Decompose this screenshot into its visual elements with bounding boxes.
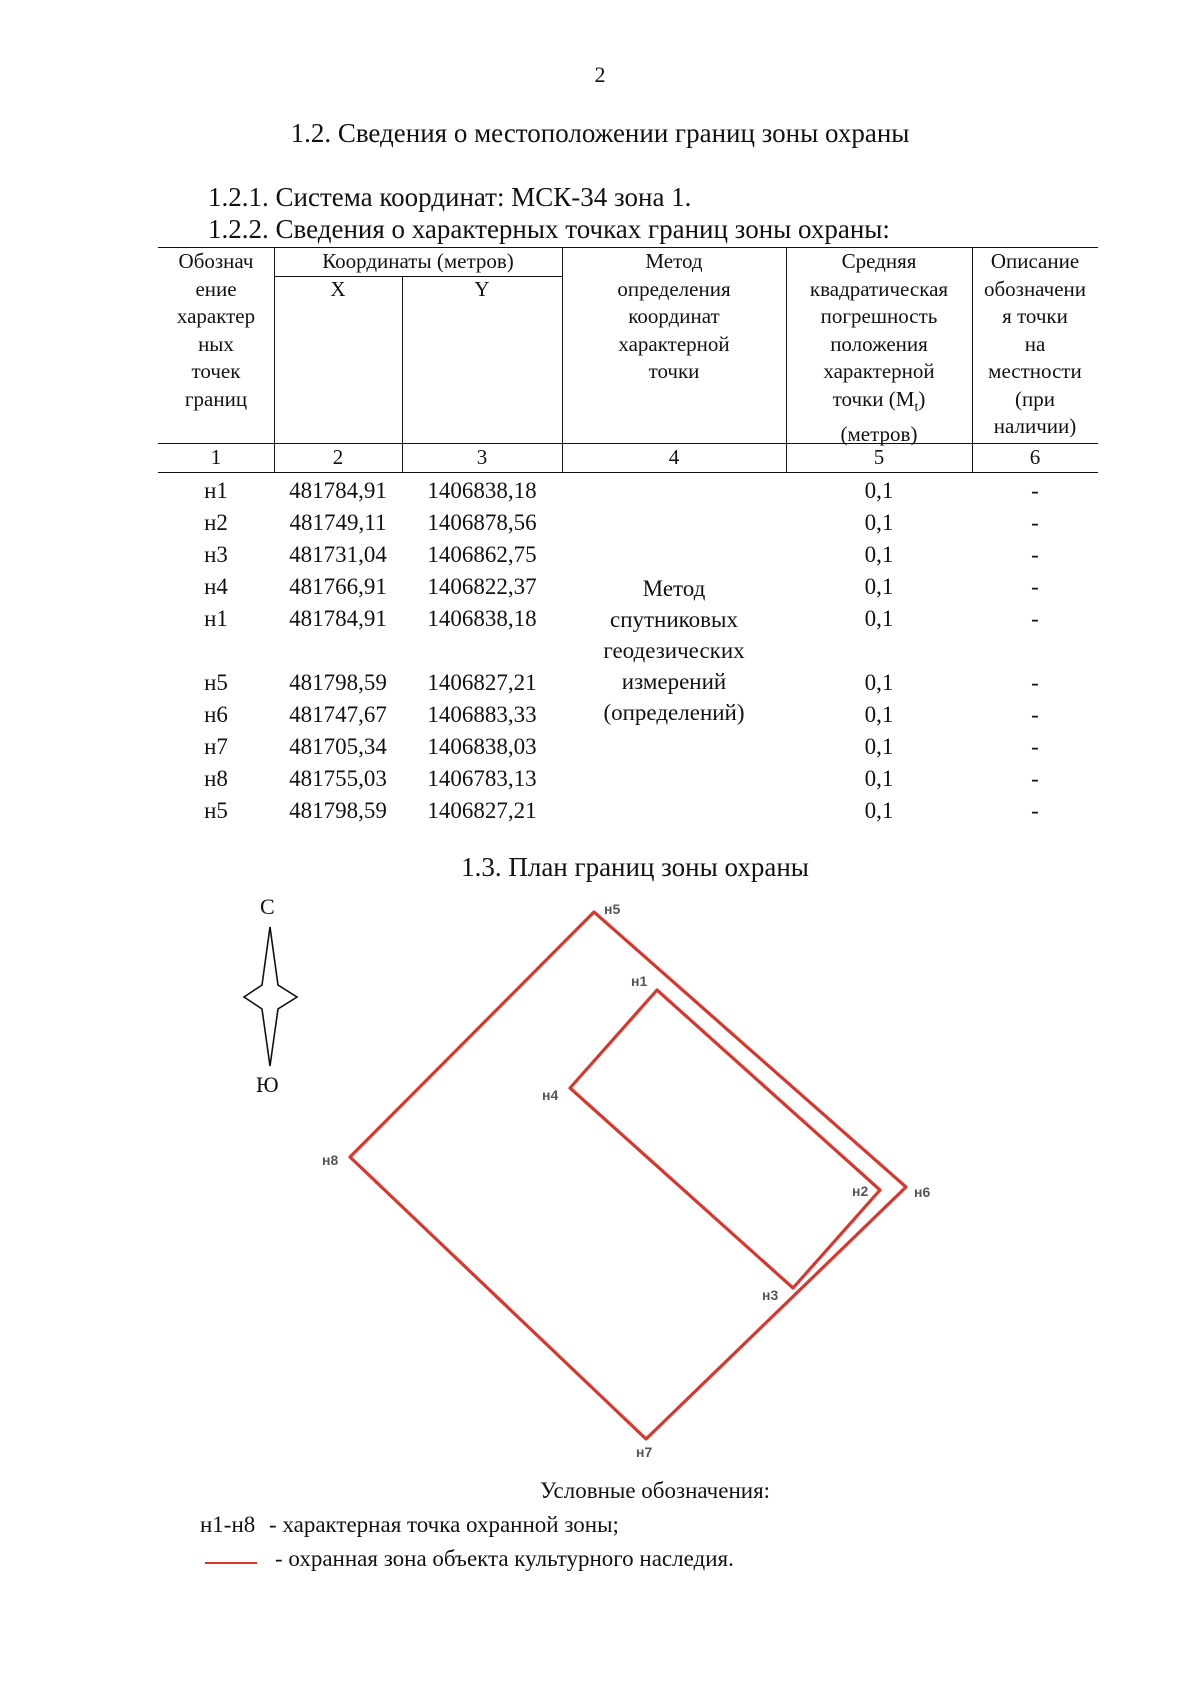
header-description (972, 248, 1098, 441)
header-text: Метод (645, 249, 703, 273)
header-text: характерной (618, 331, 730, 356)
outer-boundary (350, 912, 906, 1439)
method-text: геодезических (603, 638, 745, 663)
point-x: 481749,11 (289, 510, 387, 535)
point-description: - (1031, 734, 1039, 759)
column-divider (274, 248, 275, 472)
coord-system-line: 1.2.1. Система координат: МСК-34 зона 1. (208, 182, 692, 212)
point-name: н5 (204, 798, 228, 823)
header-text: Обознач (178, 249, 254, 273)
point-y: 1406838,18 (427, 478, 537, 503)
point-x: 481755,03 (289, 766, 387, 791)
table-row (158, 763, 1098, 795)
header-text: на (1024, 331, 1046, 356)
column-divider (562, 248, 563, 472)
column-divider (786, 248, 787, 472)
legend-points-desc: - характерная точка охранной зоны; (269, 1512, 619, 1537)
header-text: ных (198, 331, 234, 356)
column-number: 3 (476, 445, 488, 469)
point-name: н4 (204, 574, 228, 599)
header-text: ение (195, 276, 237, 301)
header-method (562, 248, 786, 386)
header-text: обозначени (983, 276, 1087, 301)
point-label-n8: н8 (322, 1152, 339, 1168)
header-text: (при (1015, 386, 1055, 411)
point-name: н3 (204, 542, 228, 567)
header-text: Средняя (841, 249, 917, 273)
point-error: 0,1 (864, 478, 894, 503)
point-y: 1406883,33 (427, 702, 537, 727)
point-label-n2: н2 (852, 1183, 869, 1199)
header-text: Описание (990, 249, 1080, 273)
point-y: 1406827,21 (427, 670, 537, 695)
point-name: н8 (204, 766, 228, 791)
point-label-n7: н7 (636, 1444, 653, 1460)
compass-icon (244, 927, 297, 1066)
column-number: 2 (332, 445, 344, 469)
point-label-n4: н4 (542, 1087, 559, 1103)
header-y: Y (474, 277, 490, 301)
header-text: точек (191, 359, 241, 383)
boundary-points-table (158, 247, 1098, 823)
legend-points-symbol: н1-н8 (200, 1512, 256, 1537)
point-label-n3: н3 (762, 1287, 779, 1303)
header-text: характер (176, 304, 256, 328)
header-text: наличии) (993, 414, 1077, 438)
point-x: 481784,91 (289, 478, 387, 503)
header-point-designation (158, 248, 274, 413)
point-x: 481766,91 (289, 574, 387, 599)
header-text: погрешность (820, 304, 938, 328)
point-error: 0,1 (864, 734, 894, 759)
point-name: н1 (204, 606, 228, 631)
header-text: положения (830, 331, 928, 356)
point-x: 481798,59 (289, 798, 387, 823)
point-error: 0,1 (864, 510, 894, 535)
header-text: местности (988, 359, 1082, 383)
section-title: 1.2. Сведения о местоположении границ зоны охраны (290, 118, 910, 148)
point-error: 0,1 (864, 542, 894, 567)
point-description: - (1031, 510, 1039, 535)
point-name: н7 (204, 734, 228, 759)
method-text: (определений) (603, 700, 745, 725)
point-description: - (1031, 798, 1039, 823)
point-label-n5: н5 (604, 901, 621, 917)
table-header (158, 247, 1098, 473)
column-divider (402, 276, 403, 472)
point-label-n6: н6 (914, 1184, 931, 1200)
inner-boundary (570, 990, 880, 1288)
compass-south-label: Ю (256, 1072, 279, 1097)
point-y: 1406862,75 (427, 542, 537, 567)
header-coordinates: Координаты (метров) (322, 249, 514, 273)
method-text: Метод (642, 576, 706, 601)
point-y: 1406838,18 (427, 606, 537, 631)
header-error (786, 248, 972, 449)
point-x: 481798,59 (289, 670, 387, 695)
point-y: 1406878,56 (427, 510, 537, 535)
point-y: 1406838,03 (427, 734, 537, 759)
point-name: н1 (204, 478, 228, 503)
legend-line-desc: - охранная зона объекта культурного наследия. (275, 1546, 734, 1571)
table-row (158, 507, 1098, 539)
point-description: - (1031, 478, 1039, 503)
point-x: 481784,91 (289, 606, 387, 631)
point-y: 1406822,37 (427, 574, 537, 599)
point-y: 1406783,13 (427, 766, 537, 791)
column-number: 1 (210, 445, 222, 469)
column-divider (972, 248, 973, 472)
points-info-line: 1.2.2. Сведения о характерных точках границ зоны охраны: (208, 214, 890, 244)
point-x: 481747,67 (289, 702, 387, 727)
point-y: 1406827,21 (427, 798, 537, 823)
header-text: квадратическая (809, 276, 949, 301)
header-text: я точки (1002, 304, 1068, 328)
point-error: 0,1 (864, 798, 894, 823)
point-x: 481705,34 (289, 734, 387, 759)
point-error: 0,1 (864, 702, 894, 727)
table-row (158, 539, 1098, 571)
header-text: границ (184, 386, 248, 411)
point-label-n1: н1 (631, 973, 648, 989)
point-description: - (1031, 542, 1039, 567)
header-text: (метров) (840, 422, 918, 447)
column-numbers-row (158, 443, 1098, 471)
header-subscript: t (914, 399, 919, 415)
point-name: н6 (204, 702, 228, 727)
point-description: - (1031, 766, 1039, 791)
legend-boundary-line (205, 1562, 257, 1564)
plan-title: 1.3. План границ зоны охраны (461, 852, 809, 882)
compass-north-label: С (260, 894, 275, 919)
point-error: 0,1 (864, 574, 894, 599)
header-text (786, 386, 972, 422)
page-number: 2 (594, 62, 606, 87)
method-text: измерений (621, 669, 727, 694)
header-text: характерной (823, 359, 935, 383)
point-description: - (1031, 670, 1039, 695)
point-x: 481731,04 (289, 542, 387, 567)
header-text: координат (628, 304, 720, 328)
table-row (158, 795, 1098, 827)
header-text: определения (617, 276, 731, 301)
point-error: 0,1 (864, 606, 894, 631)
point-description: - (1031, 574, 1039, 599)
legend-title: Условные обозначения: (540, 1478, 771, 1503)
legend-points-row (200, 1512, 619, 1538)
table-row (158, 475, 1098, 507)
point-description: - (1031, 702, 1039, 727)
column-number: 5 (873, 445, 885, 469)
boundary-plan (0, 880, 1200, 1460)
header-text: точки (648, 359, 700, 383)
point-name: н5 (204, 670, 228, 695)
point-error: 0,1 (864, 766, 894, 791)
point-name: н2 (204, 510, 228, 535)
method-text: спутниковых (609, 607, 738, 632)
point-description: - (1031, 606, 1039, 631)
header-text-part: ) (918, 386, 926, 411)
table-row (158, 731, 1098, 763)
header-text-part: точки (M (832, 386, 915, 411)
header-x: X (330, 277, 346, 301)
column-number: 6 (1029, 445, 1041, 469)
point-error: 0,1 (864, 670, 894, 695)
method-cell (562, 573, 786, 728)
column-number: 4 (668, 445, 680, 469)
